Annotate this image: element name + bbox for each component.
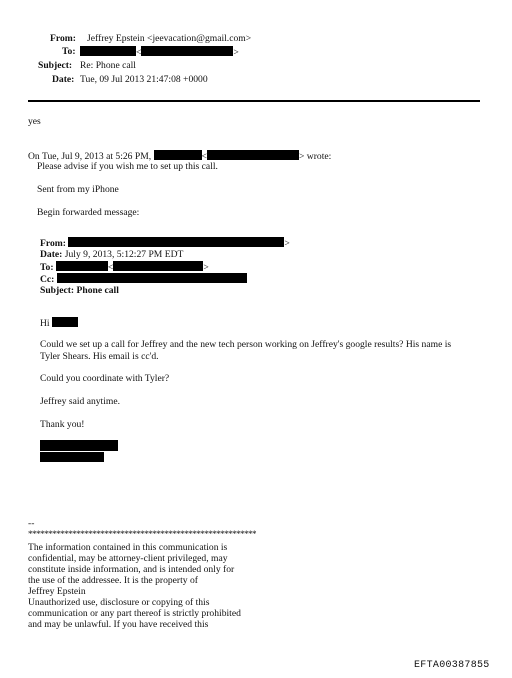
quote-line-2: Sent from my iPhone — [37, 184, 119, 195]
fwd-para3: Jeffrey said anytime. — [40, 396, 121, 407]
disclaimer-line: the use of the addressee. It is the property of — [28, 575, 198, 586]
signature-redaction-2 — [40, 452, 104, 462]
header-divider — [28, 100, 480, 102]
disclaimer-line: constitute inside information, and is intended only for — [28, 564, 235, 575]
disclaimer-line: Unauthorized use, disclosure or copying of this — [28, 597, 210, 608]
header-subject-label: Subject: — [38, 60, 73, 71]
fwd-para2: Could you coordinate with Tyler? — [40, 373, 170, 384]
fwd-para1-line2: Tyler Shears. His email is cc'd. — [40, 351, 159, 362]
quote-line-3: Begin forwarded message: — [37, 207, 140, 218]
fwd-subject-row: Subject: Phone call — [40, 285, 119, 296]
fwd-greeting: Hi — [40, 317, 78, 330]
redaction-bar — [56, 261, 108, 271]
header-to-label: To: — [62, 46, 76, 57]
signature-redaction-1 — [40, 440, 118, 451]
disclaimer-line: and may be unlawful. If you have received this — [28, 619, 209, 630]
quote-line-1: Please advise if you wish me to set up this call. — [37, 161, 218, 172]
redaction-bar — [52, 317, 78, 327]
header-from-label: From: — [50, 33, 76, 44]
header-date-label: Date: — [52, 74, 75, 85]
header-subject-value: Re: Phone call — [80, 60, 136, 71]
disclaimer-line: Jeffrey Epstein — [28, 586, 86, 597]
footer-dashes: -- — [28, 518, 35, 529]
fwd-para1-line1: Could we set up a call for Jeffrey and the new tech person working on Jeffrey's google results? His name is — [40, 339, 452, 350]
redaction-bar — [68, 237, 284, 247]
header-to-value: < > — [80, 46, 239, 59]
reply-body: yes — [28, 116, 41, 127]
disclaimer-line: communication or any part thereof is strictly prohibited — [28, 608, 241, 619]
fwd-cc-row: Cc: — [40, 273, 247, 286]
redaction-bar — [154, 150, 202, 160]
redaction-bar — [113, 261, 203, 271]
fwd-para4: Thank you! — [40, 419, 85, 430]
disclaimer-line: confidential, may be attorney-client privileged, may — [28, 553, 228, 564]
redaction-bar — [57, 273, 247, 283]
document-id: EFTA00387855 — [414, 660, 490, 671]
fwd-from-row: From: > — [40, 238, 290, 249]
redaction-bar — [80, 46, 136, 56]
header-date-value: Tue, 09 Jul 2013 21:47:08 +0000 — [80, 74, 208, 85]
fwd-to-row: To: < > — [40, 262, 209, 273]
quote-intro: On Tue, Jul 9, 2013 at 5:26 PM, < > wrote: — [28, 151, 332, 162]
fwd-date-row: Date: July 9, 2013, 5:12:27 PM EDT — [40, 249, 184, 260]
redaction-bar — [141, 46, 233, 56]
disclaimer-line: The information contained in this communication is — [28, 542, 228, 553]
footer-stars: ********************************************************* — [28, 529, 256, 539]
redaction-bar — [207, 150, 299, 160]
header-from-value: Jeffrey Epstein <jeevacation@gmail.com> — [87, 33, 252, 44]
